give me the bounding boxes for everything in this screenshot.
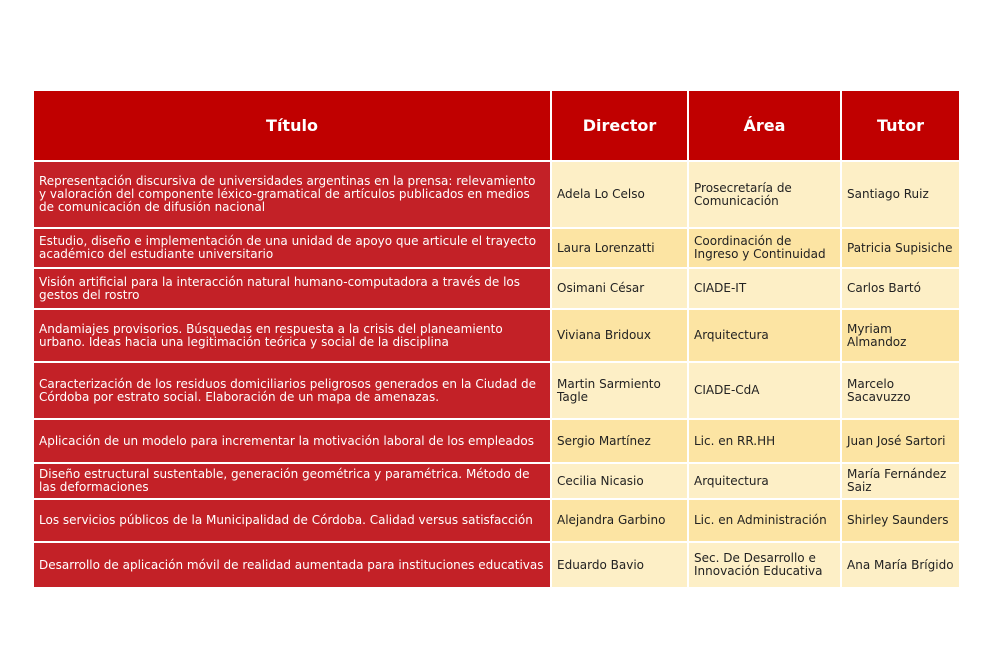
area-cell: Arquitectura (689, 464, 840, 498)
header-title: Título (34, 91, 550, 160)
area-cell: Arquitectura (689, 310, 840, 361)
project-title-cell: Caracterización de los residuos domiciliarios peligrosos generados en la Ciudad de Córdoba por estrato social. Elaboración de un mapa de amenazas. (34, 363, 550, 418)
table-row (34, 363, 959, 418)
tutor-cell: Juan José Sartori (842, 420, 959, 462)
project-title-cell: Desarrollo de aplicación móvil de realidad aumentada para instituciones educativas (34, 543, 550, 587)
tutor-cell: Patricia Supisiche (842, 229, 959, 267)
project-title-cell: Representación discursiva de universidades argentinas en la prensa: relevamiento y valoración del componente léxico-gramatical de artículos publicados en medios de comunicación de difusión nacional (34, 162, 550, 227)
tutor-cell: Santiago Ruiz (842, 162, 959, 227)
area-cell: CIADE-CdA (689, 363, 840, 418)
director-cell: Adela Lo Celso (552, 162, 687, 227)
area-cell: CIADE-IT (689, 269, 840, 308)
director-cell: Eduardo Bavio (552, 543, 687, 587)
table-row (34, 464, 959, 498)
projects-table (32, 89, 961, 589)
project-title-cell: Diseño estructural sustentable, generación geométrica y paramétrica. Método de las deformaciones (34, 464, 550, 498)
tutor-cell: María Fernández Saiz (842, 464, 959, 498)
header-director: Director (552, 91, 687, 160)
table-row (34, 420, 959, 462)
tutor-cell: Myriam Almandoz (842, 310, 959, 361)
project-title-cell: Andamiajes provisorios. Búsquedas en respuesta a la crisis del planeamiento urbano. Ideas hacia una legitimación teórica y social de la disciplina (34, 310, 550, 361)
header-area: Área (689, 91, 840, 160)
director-cell: Viviana Bridoux (552, 310, 687, 361)
tutor-cell: Marcelo Sacavuzzo (842, 363, 959, 418)
table-header-row (34, 91, 959, 160)
project-title-cell: Estudio, diseño e implementación de una unidad de apoyo que articule el trayecto académico del estudiante universitario (34, 229, 550, 267)
table-row (34, 162, 959, 227)
area-cell: Lic. en Administración (689, 500, 840, 541)
project-title-cell: Visión artificial para la interacción natural humano-computadora a través de los gestos del rostro (34, 269, 550, 308)
tutor-cell: Ana María Brígido (842, 543, 959, 587)
area-cell: Prosecretaría de Comunicación (689, 162, 840, 227)
project-title-cell: Los servicios públicos de la Municipalidad de Córdoba. Calidad versus satisfacción (34, 500, 550, 541)
director-cell: Martin Sarmiento Tagle (552, 363, 687, 418)
table-row (34, 500, 959, 541)
table-row (34, 310, 959, 361)
director-cell: Sergio Martínez (552, 420, 687, 462)
tutor-cell: Carlos Bartó (842, 269, 959, 308)
tutor-cell: Shirley Saunders (842, 500, 959, 541)
director-cell: Alejandra Garbino (552, 500, 687, 541)
director-cell: Laura Lorenzatti (552, 229, 687, 267)
header-tutor: Tutor (842, 91, 959, 160)
table-row (34, 543, 959, 587)
director-cell: Osimani César (552, 269, 687, 308)
area-cell: Coordinación de Ingreso y Continuidad (689, 229, 840, 267)
director-cell: Cecilia Nicasio (552, 464, 687, 498)
table-row (34, 269, 959, 308)
area-cell: Sec. De Desarrollo e Innovación Educativa (689, 543, 840, 587)
project-title-cell: Aplicación de un modelo para incrementar la motivación laboral de los empleados (34, 420, 550, 462)
table-row (34, 229, 959, 267)
area-cell: Lic. en RR.HH (689, 420, 840, 462)
